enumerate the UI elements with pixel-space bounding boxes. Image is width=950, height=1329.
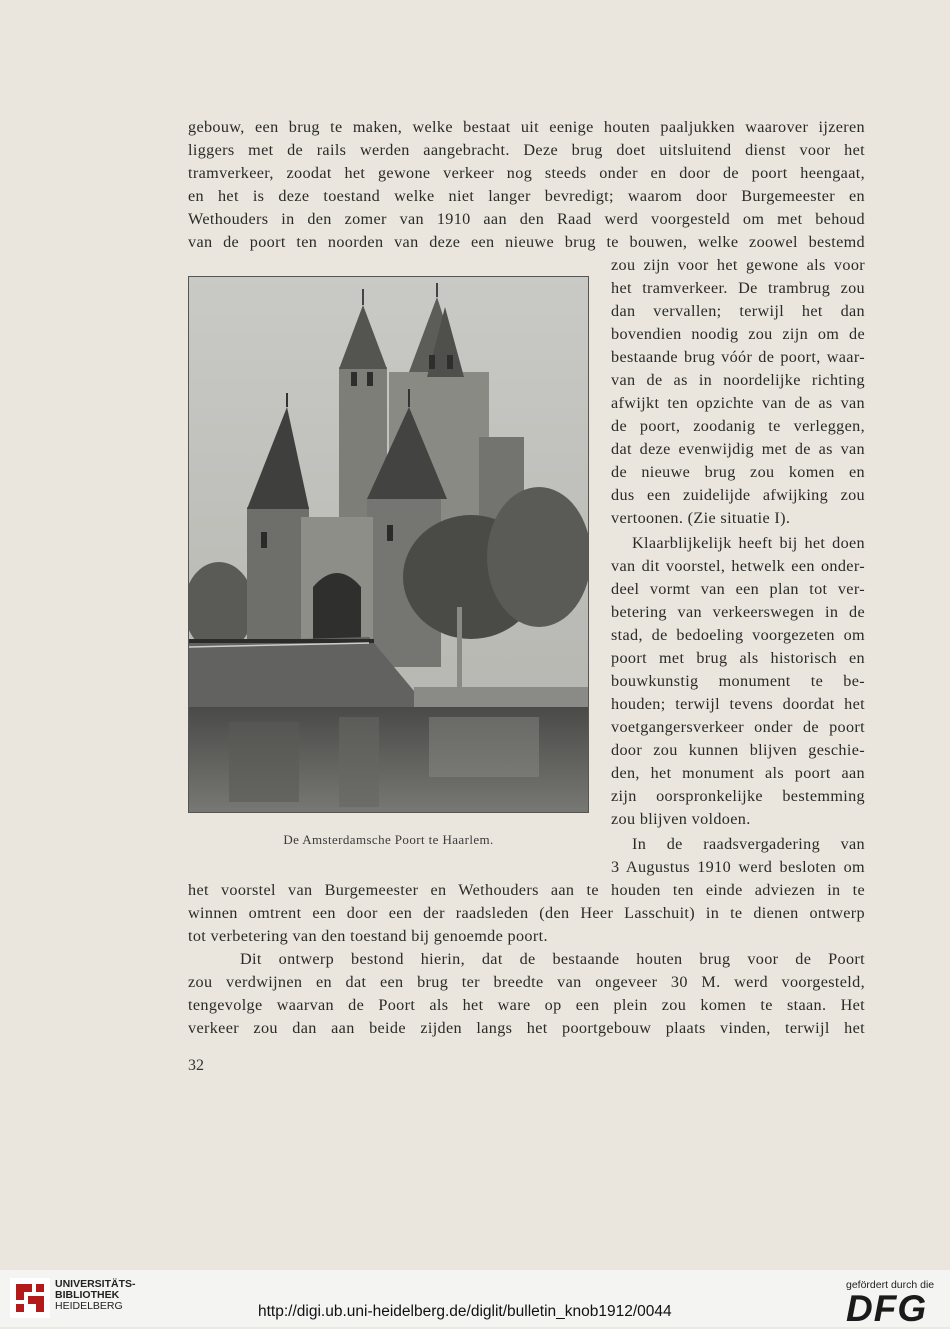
- text-line: het voorstel van Burgemeester en Wethouders aan te houden ten einde adviezen in te: [188, 881, 865, 899]
- page-number: 32: [188, 1057, 204, 1074]
- library-name-line: BIBLIOTHEK: [55, 1289, 120, 1301]
- text-line: het tramverkeer. De trambrug zou: [611, 279, 865, 297]
- text-line: tot verbetering van den toestand bij genoemde poort.: [188, 927, 548, 945]
- dfg-logo: DFG: [846, 1288, 928, 1329]
- text-line: Dit ontwerp bestond hierin, dat de bestaande houten brug voor de Poort: [240, 950, 865, 968]
- text-line: tengevolge waarvan de Poort als het ware op een plein zou komen te staan. Het: [188, 996, 865, 1014]
- text-line: stad, de bedoeling voorgezeten om: [611, 626, 865, 644]
- permalink-url[interactable]: http://digi.ub.uni-heidelberg.de/diglit/bulletin_knob1912/0044: [258, 1303, 672, 1320]
- library-name-line: UNIVERSITÄTS-: [55, 1278, 136, 1290]
- text-line: de poort, zoodanig te verleggen,: [611, 417, 865, 435]
- text-line: zijn oorspronkelijke bestemming: [611, 787, 865, 805]
- text-line: afwijkt ten opzichte van de as van: [611, 394, 865, 412]
- text-line: Wethouders in den zomer van 1910 aan den Raad werd voorgesteld om met behoud: [188, 210, 865, 228]
- library-name: [55, 1279, 136, 1312]
- text-line: zou blijven voldoen.: [611, 810, 751, 828]
- text-line: de nieuwe brug zou komen en: [611, 463, 865, 481]
- text-line: voetgangersverkeer onder de poort: [611, 718, 865, 736]
- text-line: dan vervallen; terwijl het dan: [611, 302, 865, 320]
- gate-illustration: [189, 277, 588, 812]
- text-line: tramverkeer, zoodat het gewone verkeer nog steeds onder en door de poort heengaat,: [188, 164, 865, 182]
- text-line: poort met brug als historisch en: [611, 649, 865, 667]
- text-line: deel vormt van een plan tot ver-: [611, 580, 865, 598]
- text-line: bovendien noodig zou zijn om de: [611, 325, 865, 343]
- text-line: Klaarblijkelijk heeft bij het doen: [632, 534, 865, 552]
- text-line: zou zijn voor het gewone als voor: [611, 256, 865, 274]
- text-line: van de as in noordelijke richting: [611, 371, 865, 389]
- text-line: bestaande brug vóór de poort, waar-: [611, 348, 865, 366]
- gate-photograph: [188, 276, 589, 813]
- text-line: en het is deze toestand welke niet langer bevredigt; waarom door Burgemeester en: [188, 187, 865, 205]
- text-line: van de poort ten noorden van deze een nieuwe brug te bouwen, welke zoowel bestemd: [188, 233, 865, 251]
- text-line: winnen omtrent een door een der raadsleden (den Heer Lasschuit) in te dienen ontwerp: [188, 904, 865, 922]
- text-line: dus een zuidelijde afwijking zou: [611, 486, 865, 504]
- text-line: door zou kunnen blijven geschie-: [611, 741, 865, 759]
- text-line: zou verdwijnen en dat een brug ter breedte van ongeveer 30 M. werd voorgesteld,: [188, 973, 865, 991]
- library-name-line: HEIDELBERG: [55, 1300, 123, 1312]
- text-line: In de raadsvergadering van: [632, 835, 865, 853]
- text-line: betering van verkeerswegen in de: [611, 603, 865, 621]
- text-line: vertoonen. (Zie situatie I).: [611, 509, 791, 527]
- text-line: houden; terwijl tevens doordat het: [611, 695, 865, 713]
- text-line: liggers met de rails werden aangebracht. Deze brug doet uitsluitend dienst voor het: [188, 141, 865, 159]
- text-line: van dit voorstel, hetwelk een onder-: [611, 557, 865, 575]
- text-line: 3 Augustus 1910 werd besloten om: [611, 858, 865, 876]
- text-line: verkeer zou dan aan beide zijden langs het poortgebouw plaats vinden, terwijl het: [188, 1019, 865, 1037]
- text-line: gebouw, een brug te maken, welke bestaat uit eenige houten paaljukken waarover ijzeren: [188, 118, 865, 136]
- funder-note: gefördert durch die: [846, 1279, 935, 1291]
- text-line: dat deze evenwijdig met de as van: [611, 440, 865, 458]
- text-line: den, het monument als poort aan: [611, 764, 865, 782]
- figure-caption: De Amsterdamsche Poort te Haarlem.: [283, 832, 494, 847]
- text-line: bouwkunstig monument te be-: [611, 672, 865, 690]
- university-seal-icon: [10, 1278, 50, 1318]
